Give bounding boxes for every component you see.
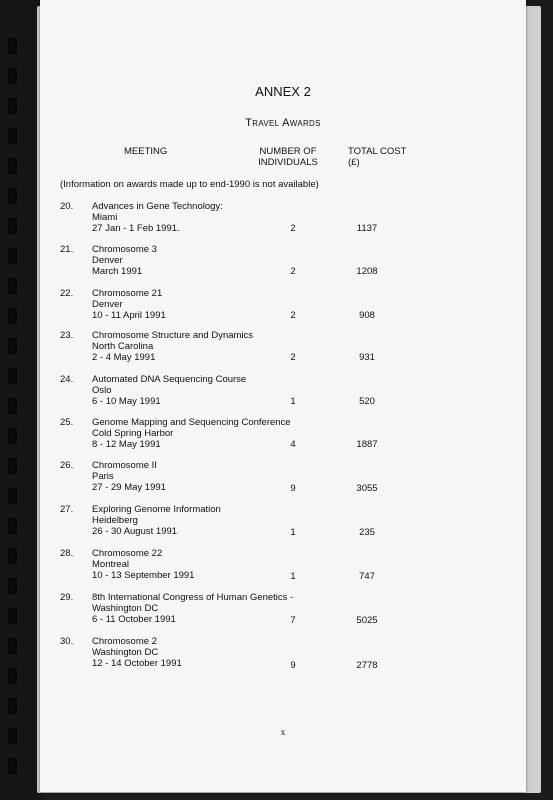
meeting-date: 2 - 4 May 1991: [92, 352, 156, 363]
entry-cost: 1137: [356, 223, 378, 234]
award-entry: [40, 592, 526, 636]
entry-individuals: 2: [290, 352, 296, 363]
entry-cost: 520: [359, 396, 375, 407]
binder-hole: [8, 758, 17, 774]
meeting-title: Exploring Genome Information: [92, 504, 221, 515]
award-entry: [40, 374, 526, 418]
meeting-date: 10 - 13 September 1991: [92, 570, 195, 581]
entry-number: 29.: [60, 592, 74, 603]
meeting-location: Paris: [92, 471, 114, 482]
meeting-title: Automated DNA Sequencing Course: [92, 374, 247, 385]
binder-hole: [8, 338, 17, 354]
entry-meeting: [92, 244, 157, 277]
header-cost-line1: TOTAL COST: [348, 146, 407, 157]
award-entry: [40, 330, 526, 374]
meeting-location: Heidelberg: [92, 515, 138, 526]
binder-hole: [8, 728, 17, 744]
entry-meeting: [92, 201, 223, 234]
header-number-line2: INDIVIDUALS: [258, 157, 318, 168]
meeting-title: Chromosome 3: [92, 244, 157, 255]
entry-meeting: [92, 636, 182, 669]
entry-cost: 5025: [356, 615, 378, 626]
binder-hole: [8, 368, 17, 384]
binder-hole: [8, 158, 17, 174]
entry-individuals: 9: [290, 660, 296, 671]
meeting-location: Washington DC: [92, 603, 159, 614]
meeting-location: Washington DC: [92, 647, 159, 658]
meeting-date: 8 - 12 May 1991: [92, 439, 161, 450]
header-number-line1: NUMBER OF: [259, 146, 317, 157]
section-title: Travel Awards: [245, 117, 321, 129]
binder-hole: [8, 218, 17, 234]
award-entry: [40, 244, 526, 288]
entry-meeting: [92, 417, 291, 450]
binder-hole: [8, 428, 17, 444]
meeting-title: Chromosome II: [92, 460, 157, 471]
meeting-location: Oslo: [92, 385, 112, 396]
binder-hole: [8, 698, 17, 714]
entry-number: 28.: [60, 548, 74, 559]
award-entry: [40, 504, 526, 548]
entry-meeting: [92, 592, 293, 625]
meeting-date: 10 - 11 April 1991: [92, 310, 166, 321]
page-number: x: [280, 727, 286, 737]
binder-hole: [8, 98, 17, 114]
meeting-date: 26 - 30 August 1991: [92, 526, 178, 537]
binder-hole: [8, 668, 17, 684]
meeting-date: March 1991: [92, 266, 143, 277]
entry-individuals: 7: [290, 615, 296, 626]
binder-hole: [8, 608, 17, 624]
award-entry: [40, 201, 526, 245]
meeting-date: 6 - 11 October 1991: [92, 614, 176, 625]
meeting-title: 8th International Congress of Human Genetics -: [92, 592, 294, 603]
meeting-date: 27 Jan - 1 Feb 1991.: [92, 223, 180, 234]
header-total-cost: [348, 146, 406, 168]
binder-hole: [8, 548, 17, 564]
entry-cost: 747: [359, 571, 375, 582]
meeting-location: Cold Spring Harbor: [92, 428, 174, 439]
document-page: [40, 0, 526, 792]
entry-cost: 1208: [356, 266, 378, 277]
entry-individuals: 1: [290, 396, 296, 407]
meeting-location: North Carolina: [92, 341, 154, 352]
binder-hole: [8, 308, 17, 324]
header-meeting: MEETING: [124, 146, 168, 157]
award-entry: [40, 636, 526, 680]
meeting-title: Chromosome 21: [92, 288, 163, 299]
meeting-location: Denver: [92, 299, 123, 310]
entry-individuals: 9: [290, 483, 296, 494]
meeting-location: Miami: [92, 212, 118, 223]
entry-number: 26.: [60, 460, 74, 471]
entry-meeting: [92, 288, 166, 321]
entry-meeting: [92, 460, 166, 493]
binder-hole: [8, 188, 17, 204]
annex-title: ANNEX 2: [255, 84, 311, 99]
meeting-title: Chromosome 22: [92, 548, 163, 559]
entry-number: 20.: [60, 201, 74, 212]
entry-cost: 2778: [356, 660, 378, 671]
meeting-title: Chromosome Structure and Dynamics: [92, 330, 254, 341]
meeting-date: 12 - 14 October 1991: [92, 658, 182, 669]
entry-meeting: [92, 374, 246, 407]
header-number-of-individuals: [256, 146, 320, 168]
meeting-date: 6 - 10 May 1991: [92, 396, 161, 407]
entry-individuals: 2: [290, 266, 296, 277]
binder-hole: [8, 68, 17, 84]
meeting-location: Montreal: [92, 559, 129, 570]
entry-cost: 908: [359, 310, 375, 321]
binder-hole: [8, 248, 17, 264]
entry-number: 22.: [60, 288, 74, 299]
entry-number: 21.: [60, 244, 74, 255]
entry-individuals: 2: [290, 223, 296, 234]
availability-note: (Information on awards made up to end-1990 is not available): [60, 179, 319, 190]
meeting-location: Denver: [92, 255, 123, 266]
meeting-title: Genome Mapping and Sequencing Conference: [92, 417, 291, 428]
entry-cost: 1887: [356, 439, 378, 450]
meeting-title: Advances in Gene Technology:: [92, 201, 223, 212]
binder-hole: [8, 458, 17, 474]
binder-hole: [8, 128, 17, 144]
award-entry: [40, 460, 526, 504]
entry-individuals: 1: [290, 527, 296, 538]
binder-hole: [8, 398, 17, 414]
entry-number: 30.: [60, 636, 74, 647]
entry-number: 24.: [60, 374, 74, 385]
meeting-date: 27 - 29 May 1991: [92, 482, 166, 493]
binder-hole: [8, 278, 17, 294]
entry-cost: 931: [359, 352, 375, 363]
entry-number: 23.: [60, 330, 74, 341]
entry-cost: 3055: [356, 483, 378, 494]
binder-hole: [8, 518, 17, 534]
header-cost-line2: (£): [348, 157, 360, 168]
entry-meeting: [92, 330, 253, 363]
binder-hole: [8, 38, 17, 54]
entry-individuals: 4: [290, 439, 296, 450]
binder-hole: [8, 488, 17, 504]
entry-number: 25.: [60, 417, 74, 428]
award-entry: [40, 548, 526, 592]
entry-individuals: 1: [290, 571, 296, 582]
entry-cost: 235: [359, 527, 375, 538]
entry-meeting: [92, 548, 194, 581]
award-entry: [40, 417, 526, 461]
binder-hole: [8, 578, 17, 594]
binder-hole: [8, 638, 17, 654]
entry-individuals: 2: [290, 310, 296, 321]
entry-meeting: [92, 504, 221, 537]
meeting-title: Chromosome 2: [92, 636, 157, 647]
award-entry: [40, 288, 526, 332]
entry-number: 27.: [60, 504, 74, 515]
